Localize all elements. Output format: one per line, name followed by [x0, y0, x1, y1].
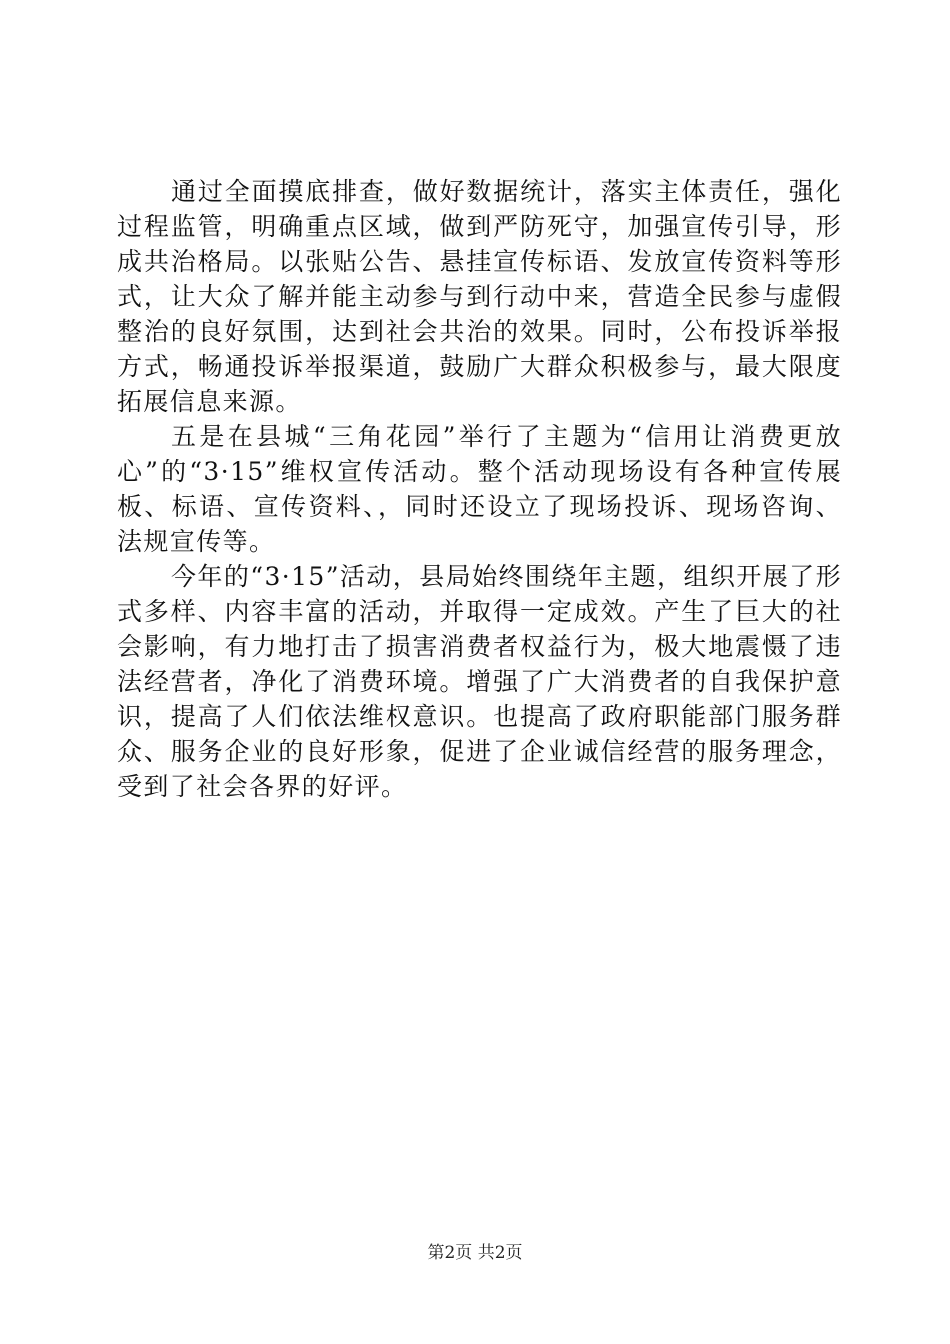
paragraph-1: 通过全面摸底排查，做好数据统计，落实主体责任，强化过程监管，明确重点区域，做到严防死守，加强宣传引导，形成共治格局。以张贴公告、悬挂宣传标语、发放宣传资料等形式，让大众了解并能主动参与到行动中来，营造全民参与虚假整治的良好氛围，达到社会共治的效果。同时，公布投诉举报方式，畅通投诉举报渠道，鼓励广大群众积极参与，最大限度拓展信息来源。	[117, 177, 842, 416]
paragraph-3: 今年的“3·15”活动，县局始终围绕年主题，组织开展了形式多样、内容丰富的活动，并取得一定成效。产生了巨大的社会影响，有力地打击了损害消费者权益行为，极大地震慑了违法经营者，净化了消费环境。增强了广大消费者的自我保护意识，提高了人们依法维权意识。也提高了政府职能部门服务群众、服务企业的良好形象，促进了企业诚信经营的服务理念，受到了社会各界的好评。	[117, 562, 842, 801]
page-footer: 第2页 共2页	[427, 1243, 523, 1263]
document-body	[117, 174, 842, 804]
paragraph-2: 五是在县城“三角花园”举行了主题为“信用让消费更放心”的“3·15”维权宣传活动。整个活动现场设有各种宣传展板、标语、宣传资料、，同时还设立了现场投诉、现场咨询、法规宣传等。	[117, 422, 842, 556]
